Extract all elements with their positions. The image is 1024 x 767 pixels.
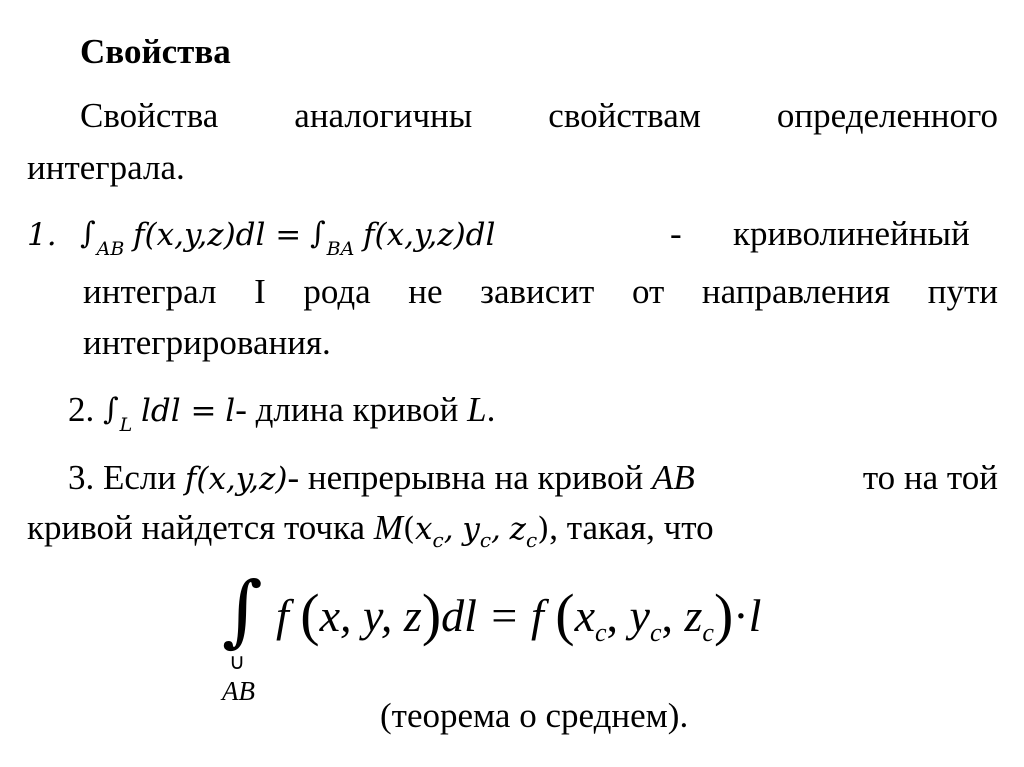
display-paren-close-1: ) <box>421 582 442 647</box>
display-z: z <box>684 590 703 641</box>
display-x-sub: c <box>595 618 607 647</box>
property-2-number: 2. <box>68 390 95 429</box>
property-1-word: криволинейный <box>733 214 970 253</box>
property-2-text: - длина кривой <box>235 390 459 429</box>
display-dl-eq: dl = f <box>441 590 544 641</box>
property-3-line-2-end: , такая, что <box>549 508 714 547</box>
arc-icon: ∪ <box>229 649 246 674</box>
p1-w8: пути <box>927 272 998 311</box>
intro-word-3: свойствам <box>548 96 701 135</box>
property-2 <box>68 390 495 435</box>
property-3-line-1 <box>68 458 998 499</box>
property-1-line-2 <box>83 272 998 312</box>
display-y: y <box>629 590 650 641</box>
display-paren-open-2: ( <box>555 582 575 647</box>
p1-w6: от <box>631 272 665 311</box>
property-2-var: l <box>225 393 236 429</box>
display-integral-sub: AB <box>222 676 255 706</box>
display-sep-1: , <box>606 590 619 641</box>
point-z: z <box>509 511 526 547</box>
property-1-line-3: интегрирования. <box>83 323 331 362</box>
display-paren-open-1: ( <box>300 582 320 647</box>
p1-w2: I <box>254 272 266 311</box>
point-x-sub: c <box>432 528 444 552</box>
property-3-if: Если <box>103 458 177 497</box>
property-2-end: . <box>486 390 496 429</box>
point-comma-1: , <box>443 511 454 547</box>
point-open: ( <box>402 511 416 547</box>
point-m: M <box>373 508 403 547</box>
p1-w7: направления <box>701 272 891 311</box>
point-x: x <box>415 511 433 547</box>
property-3-line-2-start: кривой найдется точка <box>27 508 365 547</box>
property-3-curve: AB <box>651 458 695 497</box>
display-f: f <box>276 590 289 641</box>
display-paren-close-2: ) <box>713 582 734 647</box>
integrand-right: f(x,y,z)dl <box>363 217 496 253</box>
intro-word-1: Свойства <box>80 96 219 135</box>
property-3-end: то на той <box>862 458 998 497</box>
p1-w3: рода <box>303 272 371 311</box>
display-dot: · <box>733 590 749 641</box>
property-2-expr: ldl = <box>141 393 217 429</box>
integral-sub-ab: AB <box>96 238 125 260</box>
intro-word-4: определенного <box>776 96 998 135</box>
p1-w4: не <box>408 272 443 311</box>
property-3-line-2 <box>27 508 714 552</box>
property-1-number: 1. <box>27 217 57 253</box>
intro-line-2: интеграла. <box>27 148 185 187</box>
theorem-caption: (теорема о среднем). <box>380 696 689 735</box>
property-3-mid: - непрерывна на кривой <box>287 458 644 497</box>
integral-sub-l: L <box>119 414 133 436</box>
integral-sign: ∫ <box>80 216 96 251</box>
p1-w1: интеграл <box>83 272 217 311</box>
property-3-number: 3. <box>68 458 95 497</box>
intro-word-2: аналогичны <box>294 96 473 135</box>
property-3-func: f(x,y,z) <box>184 461 288 497</box>
display-formula <box>276 582 761 653</box>
property-2-curve: L <box>467 390 487 429</box>
property-1-dash: - <box>670 214 682 253</box>
point-y: y <box>462 511 480 547</box>
point-comma-2: , <box>491 511 501 547</box>
integrand-left: f(x,y,z)dl = <box>133 217 302 253</box>
property-1-formula <box>80 214 495 259</box>
integral-sign-2: ∫ <box>310 216 326 251</box>
display-args: x, y, z <box>319 590 422 641</box>
intro-line-1 <box>80 96 998 136</box>
point-close: ) <box>537 511 550 547</box>
property-3-lead <box>68 458 695 499</box>
display-l: l <box>748 590 762 641</box>
point-y-sub: c <box>479 528 492 552</box>
display-y-sub: c <box>649 618 662 647</box>
display-sep-2: , <box>661 590 674 641</box>
integral-sub-ba: BA <box>326 238 355 260</box>
section-title: Свойства <box>80 32 231 71</box>
display-z-sub: c <box>702 618 714 647</box>
p1-w5: зависит <box>480 272 595 311</box>
display-x: x <box>574 590 595 641</box>
integral-sign-3: ∫ <box>103 392 119 427</box>
display-integral-sign: ∫ <box>222 566 263 656</box>
point-z-sub: c <box>525 528 538 552</box>
